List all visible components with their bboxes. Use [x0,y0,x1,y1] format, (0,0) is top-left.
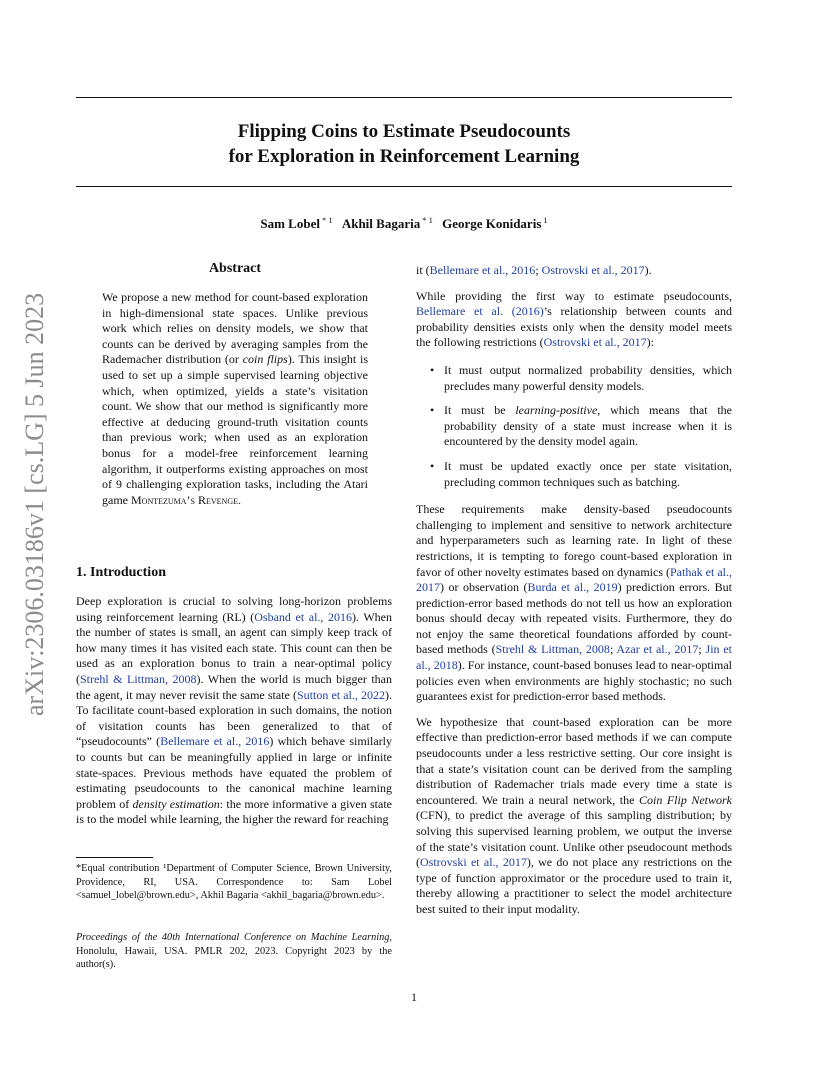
list-item: • It must be updated exactly once per state visitation, precluding common techniques such as batching. [430,458,732,489]
section-heading-introduction: 1. Introduction [76,565,166,580]
list-item: • It must be learning-positive, which means that the probability density of a state must increase when it is encountered by the density model again. [430,403,733,449]
title-line-1: Flipping Coins to Estimate Pseudocounts [237,121,571,142]
restrictions-list [416,363,732,490]
citation-link[interactable]: Strehl & Littman, 2008 [80,671,197,686]
citation-link[interactable]: Jin et al., 2018 [416,642,733,673]
citation-link[interactable]: Ostrovski et al., 2017 [543,335,647,350]
proceedings-note: Proceedings of the 40th International Conference on Machine Learning, Honolulu, Hawaii, USA. PMLR 202, 2023. Copyright 2023 by the author(s). [76,932,392,971]
paragraph: We hypothesize that count-based exploration can be more effective than prediction-error based methods if we can compute pseudocounts under a less restrictive setting. Our core insight is that a state’s visitation count can be derived from the sampling distribution of Rademacher trials made every time a state is encountered. We train a neural network, the Coin Flip Network (CFN), to predict the average of this sampling distribution; by solving this supervised learning problem, we output the inverse of the state’s visitation count. Unlike other pseudocount methods (Ostrovski et al., 2017), we do not place any restrictions on the type of function approximator or the procedure used to train it, thereby allowing a practitioner to select the model architecture best suited to their input modality. [416,714,733,916]
citation-link[interactable]: Bellemare et al., 2016 [160,734,270,749]
top-rule [76,97,732,98]
arxiv-stamp: arXiv:2306.03186v1 [cs.LG] 5 Jun 2023 [20,292,49,716]
page-number: 1 [411,990,417,1004]
paper-title [76,119,732,169]
title-bottom-rule [76,186,732,187]
bullet-icon: • [430,362,435,377]
citation-link[interactable]: Strehl & Littman, 2008 [495,642,610,657]
right-column [416,263,732,927]
author: Akhil Bagaria $^{* 1}$ [341,215,433,231]
footnote-rule [76,857,153,858]
abstract-body: We propose a new method for count-based exploration in high-dimensional state spaces. Unlike previous work which relies on density models, we show that counts can be derived by averaging samples from the Rademacher distribution (or coin flips). This insight is used to set up a simple supervised learning objective which, when optimized, yields a state’s visitation count. We show that our method is significantly more effective at deducing ground-truth visitation counts than previous work; when used as an exploration bonus for a model-free reinforcement learning algorithm, it outperforms existing approaches on most of 9 challenging exploration tasks, including the Atari game Montezuma’s Revenge. [102,290,369,507]
abstract-heading: Abstract [208,261,262,276]
bullet-icon: • [430,403,435,418]
affiliation-footnote: *Equal contribution ¹Department of Computer Science, Brown University, Providence, RI, USA. Correspondence to: Sam Lobel <samuel_lobel@brown.edu>, Akhil Bagaria <akhil_bagaria@brown.edu>. [76,863,392,902]
author-list [76,215,732,232]
introduction-body: Deep exploration is crucial to solving long-horizon problems using reinforcement learning (RL) (Osband et al., 2016). When the number of states is small, an agent can simply keep track of how many times it has visited each state. This count can then be used as an exploration bonus to train a near-optimal policy (Strehl & Littman, 2008). When the world is much bigger than the agent, it may never revisit the same state (Sutton et al., 2022). To facilitate count-based exploration in such domains, the notion of visitation counts has been generalized to that of “pseudocounts” (Bellemare et al., 2016) which behave similarly to counts but can be meaningfully applied in large or infinite state-spaces. Previous methods have equated the problem of estimating pseudocounts to the canonical machine learning problem of density estimation: the more informative a given state is to the model while learning, the higher the reward for reaching [76,594,393,827]
paragraph: it (Bellemare et al., 2016; Ostrovski et al., 2017). [416,263,652,277]
citation-link[interactable]: Azar et al., 2017 [616,642,699,657]
citation-link[interactable]: Ostrovski et al., 2017 [541,263,645,277]
citation-link[interactable]: Bellemare et al. (2016) [416,304,544,319]
bullet-icon: • [430,458,435,473]
paragraph: These requirements make density-based pseudocounts challenging to implement and sensitive to network architecture and hyperparameters such as learning rate. In light of these restrictions, it is tempting to forego count-based exploration in favor of other novelty estimates based on dynamics (Pathak et al., 2017) or observation (Burda et al., 2019) prediction errors. But prediction-error based methods do not tell us how an exploration bonus should decay with repeated visits. Furthermore, they do not enjoy the same theoretical foundations afforded by count-based methods (Strehl & Littman, 2008; Azar et al., 2017; Jin et al., 2018). For instance, count-based bonuses lead to near-optimal policies even when environments are highly stochastic; no such guarantees exist for prediction-error based methods. [416,502,733,704]
author: Sam Lobel $^{* 1}$ [260,215,333,231]
paragraph: While providing the first way to estimate pseudocounts, Bellemare et al. (2016)’s relationship between counts and probability densities exists only when the density model meets the following restrictions (Ostrovski et al., 2017): [416,288,732,350]
title-line-2: for Exploration in Reinforcement Learning [228,146,580,167]
author: George Konidaris $^1$ [442,215,548,231]
citation-link[interactable]: Ostrovski et al., 2017 [420,855,527,870]
list-item: • It must output normalized probability densities, which precludes many powerful density models. [430,362,732,393]
citation-link[interactable]: Burda et al., 2019 [527,580,618,595]
citation-link[interactable]: Osband et al., 2016 [254,609,352,624]
citation-link[interactable]: Pathak et al., 2017 [416,564,732,595]
citation-link[interactable]: Sutton et al., 2022 [296,687,385,702]
citation-link[interactable]: Bellemare et al., 2016 [429,263,536,277]
